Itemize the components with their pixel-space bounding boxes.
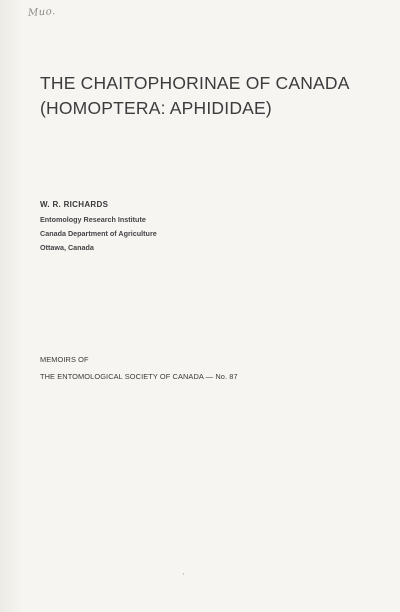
cover-title-line-2: (HOMOPTERA: APHIDIDAE): [40, 98, 272, 118]
paper-blemish: ·: [182, 570, 185, 580]
affiliation-line: Entomology Research Institute: [40, 215, 146, 224]
pencil-annotation: Muo.: [27, 6, 57, 19]
series-line-1: MEMOIRS OF: [40, 355, 89, 364]
series-block: [40, 351, 360, 385]
author-name: W. R. RICHARDS: [40, 200, 109, 209]
affiliation-line: Ottawa, Canada: [40, 243, 94, 252]
affiliation-line: Canada Department of Agriculture: [40, 229, 157, 238]
cover-title-line-1: THE CHAITOPHORINAE OF CANADA: [40, 73, 350, 93]
cover-title: [40, 71, 380, 121]
cover-spine-shading: [0, 0, 22, 612]
author-block: [40, 199, 290, 255]
series-line-2: THE ENTOMOLOGICAL SOCIETY OF CANADA — No. 87: [40, 372, 238, 381]
